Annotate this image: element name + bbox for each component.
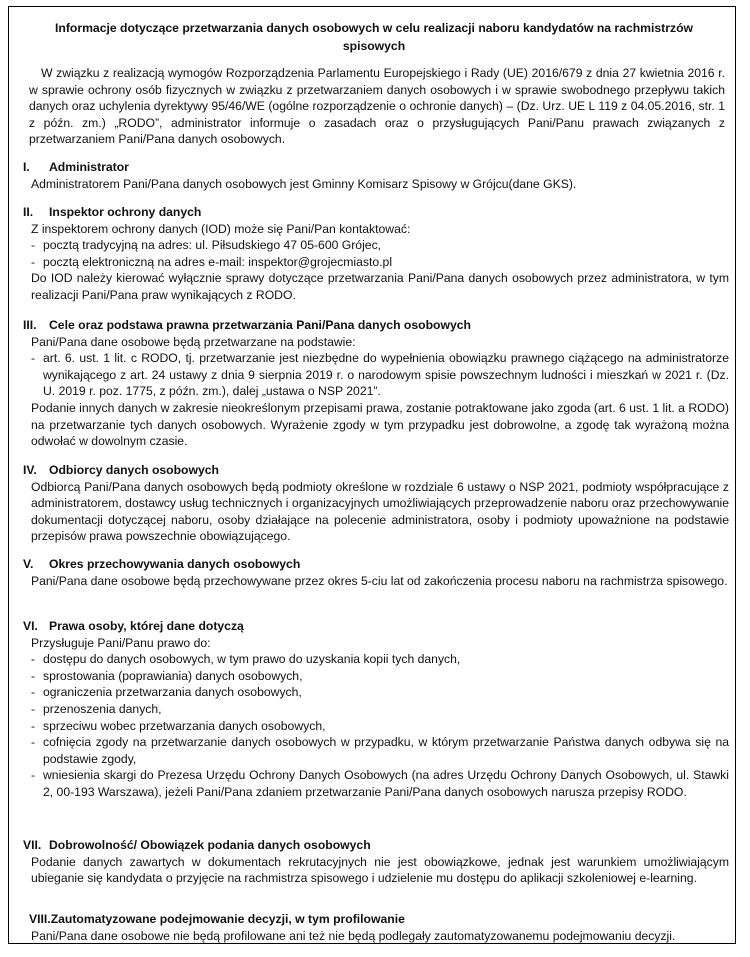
document-frame bbox=[8, 6, 736, 944]
section-title: Administrator bbox=[49, 160, 129, 174]
section-lead: Z inspektorem ochrony danych (IOD) może się Pani/Pan kontaktować: bbox=[31, 221, 411, 236]
section-title: Zautomatyzowane podejmowanie decyzji, w tym profilowanie bbox=[50, 912, 405, 926]
section-body bbox=[31, 635, 729, 801]
section-title: Odbiorcy danych osobowych bbox=[49, 463, 219, 477]
section-heading bbox=[21, 204, 729, 221]
document-title: Informacje dotyczące przetwarzania danych osobowych w celu realizacji naboru kandydatów na rachmistrzów spisowych bbox=[55, 21, 693, 53]
section-title: Inspektor ochrony danych bbox=[49, 205, 202, 219]
section-text: Pani/Pana dane osobowe będą przechowywane przez okres 5-ciu lat od zakończenia procesu naboru na rachmistrza spisowego. bbox=[31, 573, 728, 588]
section-text: Administratorem Pani/Pana danych osobowych jest Gminny Komisarz Spisowy w Grójcu(dane GKS). bbox=[31, 176, 577, 191]
list-item: - sprostowania (poprawiania) danych osobowych, bbox=[31, 668, 729, 685]
section-number: VI. bbox=[23, 619, 38, 633]
list-item: - pocztą tradycyjną na adres: ul. Piłsudskiego 47 05-600 Grójec, bbox=[31, 237, 729, 254]
section-title: Cele oraz podstawa prawna przetwarzania Pani/Pana danych osobowych bbox=[49, 318, 471, 332]
section-heading bbox=[21, 462, 729, 479]
section-text: Odbiorcą Pani/Pana danych osobowych będą podmioty określone w rozdziale 6 ustawy o NSP 2021, podmioty współpracujące z administratorem, dostawcy usług technicznych i organizacyjnych umożliwiających przeprowadzenie naboru oraz przechowywanie dokumentacji dotyczącej naboru, osoby działające na polecenie administratora, osoby i podmioty upoważnione na podstawie przepisów prawa powszechnie obowiązującego. bbox=[31, 479, 729, 544]
section-body bbox=[31, 334, 729, 450]
section-number: VIII. bbox=[29, 912, 51, 926]
list-item: - pocztą elektroniczną na adres e-mail: inspektor@grojecmiasto.pl bbox=[31, 254, 729, 271]
section-text: Podanie danych zawartych w dokumentach rekrutacyjnych nie jest obowiązkowe, jednak jest warunkiem umożliwiającym ubieganie się kandydata o przyjęcie na rachmistrza spisowego i udzielenie mu dostępu do aplikacji szkoleniowej e-learning. bbox=[31, 854, 729, 886]
section-okres bbox=[21, 556, 729, 589]
section-lead: Pani/Pana dane osobowe będą przetwarzane na podstawie: bbox=[31, 334, 356, 349]
list-item: - art. 6. ust. 1 lit. c RODO, tj. przetwarzanie jest niezbędne do wypełnienia obowiązku prawnego ciążącego na administratorze wynikającego z art. 24 ustawy z dnia 9 sierpnia 2019 r. o narodowym spisie powszechnym ludności i mieszkań w 2021 r. (Dz. U. 2019 r. poz. 1775, z późn. zm.), dalej „ustawa o NSP 2021”. bbox=[31, 350, 729, 400]
section-heading bbox=[21, 618, 729, 635]
list-item: - dostępu do danych osobowych, w tym prawo do uzyskania kopii tych danych, bbox=[31, 651, 729, 668]
section-title: Okres przechowywania danych osobowych bbox=[49, 557, 301, 571]
list-item: - wniesienia skargi do Prezesa Urzędu Ochrony Danych Osobowych (na adres Urzędu Ochrony Danych Osobowych, ul. Stawki 2, 00-193 Warszawa), jeżeli Pani/Pana zdaniem przetwarzanie Pani/Pana danych osobowych narusza przepisy RODO. bbox=[31, 767, 729, 800]
section-body bbox=[31, 221, 729, 304]
section-heading bbox=[21, 837, 729, 854]
section-number: IV. bbox=[23, 463, 37, 477]
list-item: - sprzeciwu wobec przetwarzania danych osobowych, bbox=[31, 718, 729, 735]
list-item: - ograniczenia przetwarzania danych osobowych, bbox=[31, 684, 729, 701]
section-cele bbox=[21, 317, 729, 450]
section-dobrowolnosc bbox=[21, 837, 729, 887]
section-tail: Podanie innych danych w zakresie nieokreślonym przepisami prawa, zostanie potraktowane jako zgoda (art. 6 ust. 1 lit. a RODO) na przetwarzanie tych danych osobowych. Wyrażenie zgody w tym przypadku jest dobrowolne, a zgodę tak wyrażoną można odwołać w dowolnym czasie. bbox=[31, 400, 729, 449]
section-lead: Przysługuje Pani/Panu prawo do: bbox=[31, 635, 211, 650]
section-heading bbox=[21, 911, 729, 928]
section-number: V. bbox=[23, 557, 34, 571]
section-number: II. bbox=[23, 205, 34, 219]
section-number: III. bbox=[23, 318, 37, 332]
section-tail: Do IOD należy kierować wyłącznie sprawy dotyczące przetwarzania Pani/Pana danych osobowych przez administratora, w tym realizacji Pani/Pana praw wynikających z RODO. bbox=[31, 271, 729, 302]
section-heading bbox=[21, 556, 729, 573]
section-odbiorcy bbox=[21, 462, 729, 545]
section-title: Dobrowolność/ Obowiązek podania danych osobowych bbox=[49, 838, 371, 852]
section-number: VII. bbox=[23, 838, 42, 852]
section-iod bbox=[21, 204, 729, 304]
section-profilowanie bbox=[21, 911, 729, 944]
section-title: Prawa osoby, której dane dotyczą bbox=[49, 619, 244, 633]
list-item: - przenoszenia danych, bbox=[31, 701, 729, 718]
intro-paragraph: W związku z realizacją wymogów Rozporządzenia Parlamentu Europejskiego i Rady (UE) 2016/679 z dnia 27 kwietnia 2016 r. w sprawie ochrony osób fizycznych w związku z przetwarzaniem danych osobowych i w sprawie swobodnego przepływu takich danych oraz uchylenia dyrektywy 95/46/WE (ogólne rozporządzenie o ochronie danych) – (Dz. Urz. UE L 119 z 04.05.2016, str. 1 z późn. zm.) „RODO”, administrator informuje o zasadach oraz o przysługujących Pani/Panu prawach związanych z przetwarzaniem Pani/Pana danych osobowych. bbox=[29, 66, 725, 147]
list-item: - cofnięcia zgody na przetwarzanie danych osobowych w przypadku, w którym przetwarzanie Państwa danych odbywa się na podstawie zgody, bbox=[31, 734, 729, 767]
section-heading bbox=[21, 317, 729, 334]
section-prawa bbox=[21, 618, 729, 801]
section-number: I. bbox=[23, 160, 30, 174]
section-heading bbox=[21, 159, 729, 176]
section-administrator bbox=[21, 159, 729, 192]
section-text: Pani/Pana dane osobowe nie będą profilowane ani też nie będą podlegały zautomatyzowanemu podejmowaniu decyzji. bbox=[31, 928, 676, 943]
